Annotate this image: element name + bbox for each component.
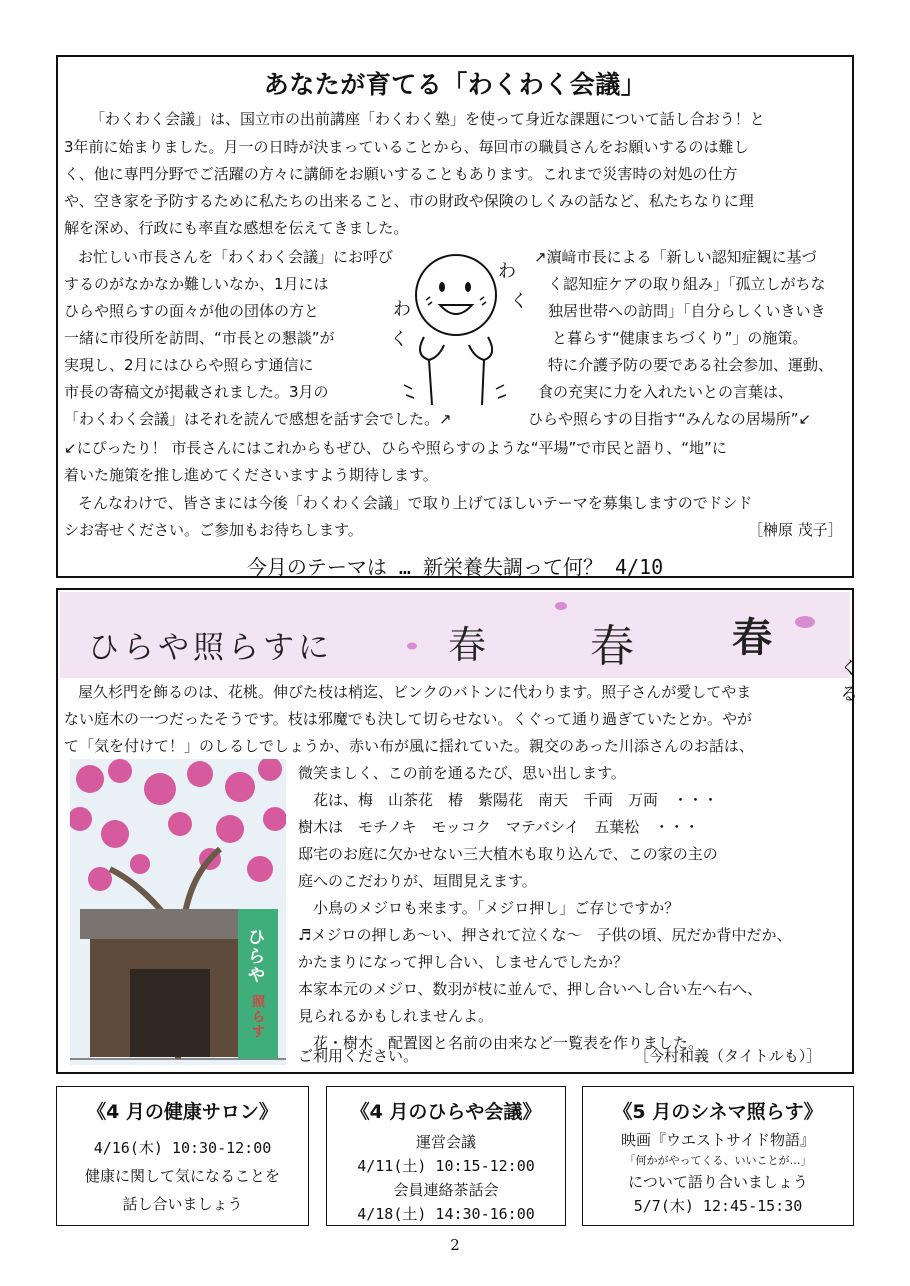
- body-line: ↙にぴったり！ 市長さんにはこれからもぜひ、ひらや照らすのような“平場”で市民と語り、“地”に: [64, 439, 727, 457]
- author: ［榊原 茂子］: [748, 521, 843, 539]
- card-line: 会員連絡茶話会: [393, 1181, 499, 1199]
- card-line: 健康に関して気になることを: [84, 1167, 280, 1185]
- haru-char: 春: [732, 615, 772, 661]
- card-line: 「何かがやってくる、いいことが…」: [624, 1154, 812, 1167]
- card-line: 4/16(木) 10:30-12:00: [93, 1139, 272, 1157]
- body-line: 庭へのこだわりが、垣間見えます。: [298, 872, 537, 890]
- peach-blossom-gate-photo: [70, 759, 286, 1065]
- body-line: シお寄せください。ご参加もお待ちします。: [64, 521, 363, 539]
- card-line: 映画『ウエストサイド物語』: [621, 1131, 815, 1149]
- kuru-text: くる: [840, 658, 860, 705]
- body-line: て「気を付けて！」のしるしでしょうか、赤い布が風に揺れていた。親交のあった川添さんのお話は、: [64, 737, 754, 755]
- card-line: 話し合いましょう: [122, 1195, 243, 1213]
- photo-banner-text: ひらや: [248, 928, 265, 986]
- page-number: 2: [450, 1236, 460, 1254]
- body-line: 見られるかもしれませんよ。: [298, 1007, 494, 1025]
- body-line: や、空き家を予防するために私たちの出来ること、市の財政や保険のしくみの話など、私たちなりに理: [64, 192, 754, 210]
- left-line: お忙しい市長さんを「わくわく会議」にお呼び: [78, 248, 394, 266]
- haru-char: 春: [590, 621, 634, 672]
- card-title: 《4 月のひらや会議》: [350, 1101, 542, 1123]
- banner-title: ひらや照らすに: [88, 630, 333, 666]
- cinema-card: [582, 1086, 854, 1226]
- right-line: と暮らす“健康まちづくり”」の施策。: [552, 329, 808, 347]
- illustration-text: く: [390, 329, 408, 350]
- body-line: く、他に専門分野でご活躍の方々に講師をお願いすることもあります。これまで災害時の対処の仕方: [64, 165, 738, 183]
- petal-icon: [794, 614, 816, 630]
- wakuwaku-article: [56, 55, 854, 578]
- card-line: 4/11(土) 10:15-12:00: [357, 1157, 535, 1175]
- right-line: ひらや照らすの目指す“みんなの居場所”↙: [528, 410, 812, 428]
- left-line: 一緒に市役所を訪問、“市長との懇談”が: [64, 329, 335, 347]
- illustration-text: わ: [393, 299, 411, 320]
- left-line: ひらや照らすの面々が他の団体の方と: [64, 302, 320, 320]
- right-line: 特に介護予防の要である社会参加、運動、: [548, 356, 834, 374]
- body-line: 屋久杉門を飾るのは、花桃。伸びた枝は梢迄、ピンクのバトンに代わります。照子さんが愛してやま: [78, 683, 752, 701]
- body-line: 樹木は モチノキ モッコク マテバシイ 五葉松 ・・・: [298, 818, 700, 836]
- illustration-text: く: [510, 291, 528, 312]
- body-line: ご利用ください。: [298, 1047, 419, 1065]
- body-line: 微笑ましく、この前を通るたび、思い出します。: [298, 764, 626, 782]
- right-line: く認知症ケアの取り組み」「孤立しがちな: [548, 275, 826, 293]
- monthly-theme: 今月のテーマは … 新栄養失調って何？ 4/10: [246, 555, 664, 579]
- right-line: ↗濵﨑市長による「新しい認知症観に基づ: [534, 248, 817, 266]
- body-line: 「わくわく会議」は、国立市の出前講座「わくわく塾」を使って身近な課題について話し合おう！と: [90, 110, 765, 128]
- illustration-text: わ: [498, 261, 516, 282]
- author: ［今村和義（タイトルも）］: [634, 1047, 822, 1065]
- body-line: 解を深め、行政にも率直な感想を伝えてきました。: [64, 219, 409, 237]
- body-line: 本家本元のメジロ、数羽が枝に並んで、押し合いへし合い左へ右へ、: [298, 980, 763, 998]
- left-line: するのがなかなか難しいなか、1月には: [64, 275, 329, 293]
- right-line: 食の充実に力を入れたいとの言葉は、: [538, 383, 794, 401]
- body-line: 花・樹木 配置図と名前の由来など一覧表を作りました。: [298, 1034, 704, 1052]
- card-title: 《5 月のシネマ照らす》: [613, 1101, 823, 1123]
- left-line: 「わくわく会議」はそれを読んで感想を話す会でした。↗: [64, 410, 452, 428]
- health-salon-card: [56, 1086, 309, 1226]
- body-line: 邸宅のお庭に欠かせない三大植木も取り込んで、この家の主の: [298, 845, 718, 863]
- left-line: 市長の寄稿文が掲載されました。3月の: [64, 383, 329, 401]
- article-title: あなたが育てる「わくわく会議」: [263, 70, 647, 99]
- card-title: 《4 月の健康サロン》: [87, 1101, 278, 1123]
- photo-banner-text: 照らす: [252, 995, 266, 1040]
- body-line: そんなわけで、皆さまには今後「わくわく会議」で取り上げてほしいテーマを募集しますのでドシド: [78, 494, 753, 512]
- body-line: 着いた施策を推し進めてくださいますよう期待します。: [64, 466, 438, 484]
- haru-char: 春: [448, 623, 487, 667]
- body-line: 3年前に始まりました。月一の日時が決まっていることから、毎回市の職員さんをお願いするのは難し: [64, 138, 749, 156]
- body-line: 小鳥のメジロも来ます。「メジロ押し」ご存じですか？: [298, 899, 680, 917]
- card-line: 運営会議: [415, 1133, 476, 1151]
- card-line: について語り合いましょう: [628, 1173, 808, 1191]
- petal-icon: [406, 640, 418, 652]
- hiraya-meeting-card: [326, 1086, 566, 1226]
- petal-icon: [554, 600, 568, 612]
- card-line: 4/18(土) 14:30-16:00: [357, 1205, 535, 1223]
- body-line: 花は、梅 山茶花 椿 紫陽花 南天 千両 万両 ・・・: [298, 791, 719, 809]
- body-line: ♬メジロの押しあ～い、押されて泣くな～ 子供の頃、尻だか背中だか、: [298, 926, 792, 944]
- body-line: かたまりになって押し合い、しませんでしたか？: [298, 953, 629, 971]
- body-line: ない庭木の一つだったそうです。枝は邪魔でも決して切らせない。くぐって通り過ぎていたとか。やが: [64, 710, 753, 728]
- card-line: 5/7(木) 12:45-15:30: [633, 1197, 803, 1215]
- right-line: 独居世帯への訪問」「自分らしくいきいき: [548, 302, 826, 320]
- left-line: 実現し、2月にはひらや照らす通信に: [64, 356, 314, 374]
